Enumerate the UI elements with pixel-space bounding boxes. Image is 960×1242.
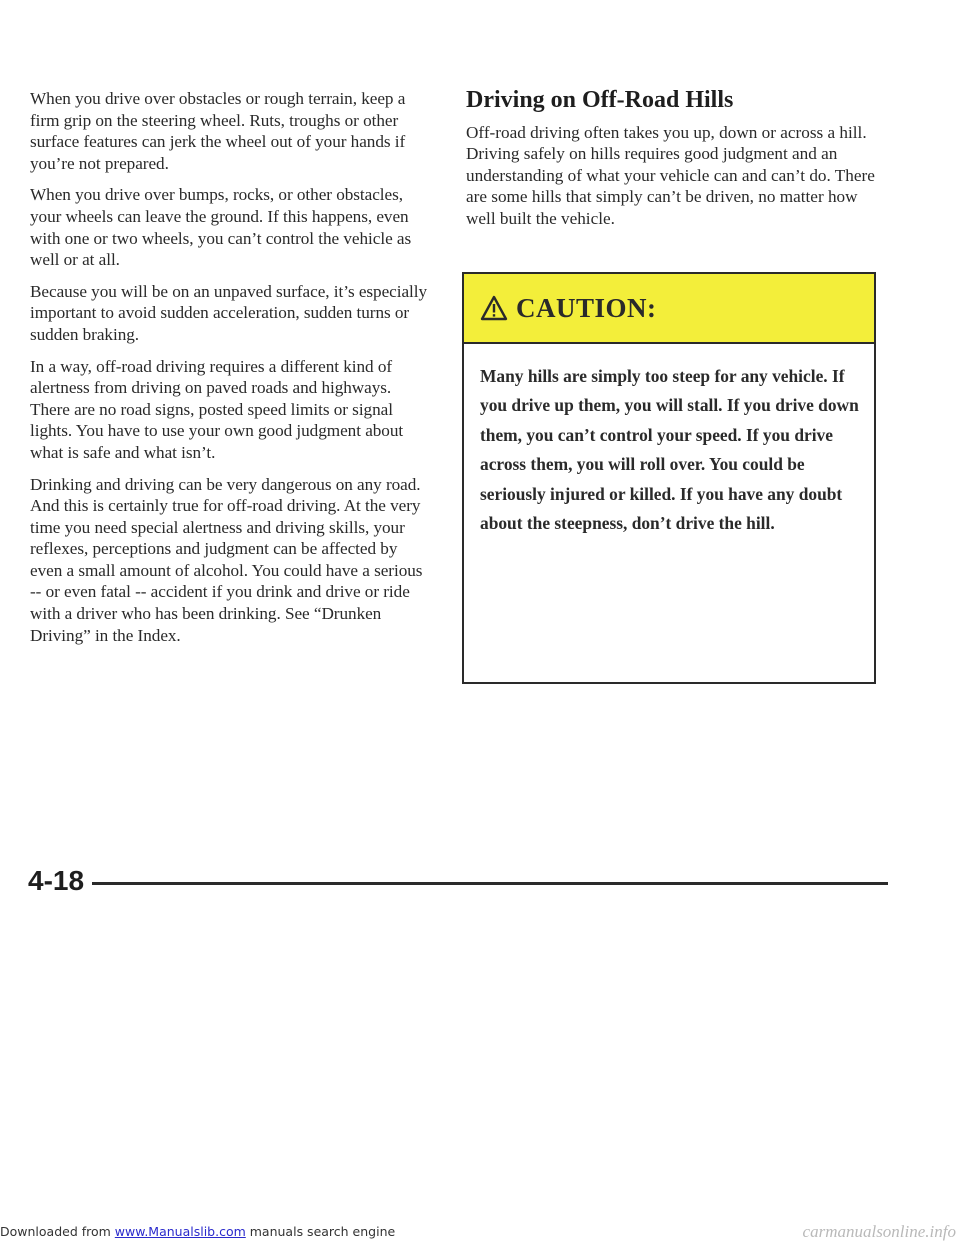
- paragraph-unpaved: Because you will be on an unpaved surface, it’s especially important to avoid sudden acceleration, sudden turns or sudden braking.: [30, 281, 428, 344]
- page-number: 4-18: [28, 865, 85, 896]
- caution-label: CAUTION:: [516, 292, 657, 323]
- caution-header: [464, 274, 874, 344]
- left-column: [30, 88, 430, 656]
- paragraph-drinking: Drinking and driving can be very dangerous on any road. And this is certainly true for off-road driving. At the very time you need special alertness and driving skills, your reflexes, perceptions and judgment can be affected by even a small amount of alcohol. You could have a serious -- or even fatal -- accident if you drink and drive or ride with a driver who has been drinking. See “Drunken Driving” in the Index.: [30, 474, 423, 645]
- paragraph-alertness: In a way, off-road driving requires a different kind of alertness from driving on paved roads and highways. There are no road signs, posted speed limits or signal lights. You have to use your own good judgment about what is safe and what isn’t.: [30, 356, 404, 462]
- section-title: Driving on Off-Road Hills: [466, 87, 734, 113]
- manualslib-link[interactable]: www.Manualslib.com: [114, 1224, 246, 1239]
- paragraph-bumps: When you drive over bumps, rocks, or other obstacles, your wheels can leave the ground. If this happens, even with one or two wheels, you can’t control the vehicle as well or at all.: [30, 185, 412, 270]
- caution-text: Many hills are simply too steep for any vehicle. If you drive up them, you will stall. If you drive down them, you can’t control your speed. If you drive across them, you will roll over. You could be seriously injured or killed. If you have any doubt about the steepness, don’t drive the hill.: [480, 366, 859, 534]
- footer-rule: [92, 882, 888, 885]
- caution-box: [462, 272, 876, 684]
- page-footer: [28, 866, 888, 896]
- download-notice: [0, 1224, 395, 1239]
- download-banner: [0, 1222, 960, 1242]
- warning-triangle-icon: [480, 295, 508, 321]
- paragraph-grip: When you drive over obstacles or rough terrain, keep a firm grip on the steering wheel. Ruts, troughs or other surface features can jerk the wheel out of your hands if you’re not prepared.: [30, 89, 406, 173]
- watermark: carmanualsonline.info: [802, 1222, 956, 1241]
- download-prefix: Downloaded from: [0, 1224, 115, 1239]
- section-intro: Off-road driving often takes you up, down or across a hill. Driving safely on hills requires good judgment and an understanding of what your vehicle can and can’t do. There are some hills that simply can’t be driven, no matter how well built the vehicle.: [466, 123, 875, 228]
- right-column: [466, 86, 880, 229]
- download-suffix: manuals search engine: [245, 1224, 396, 1239]
